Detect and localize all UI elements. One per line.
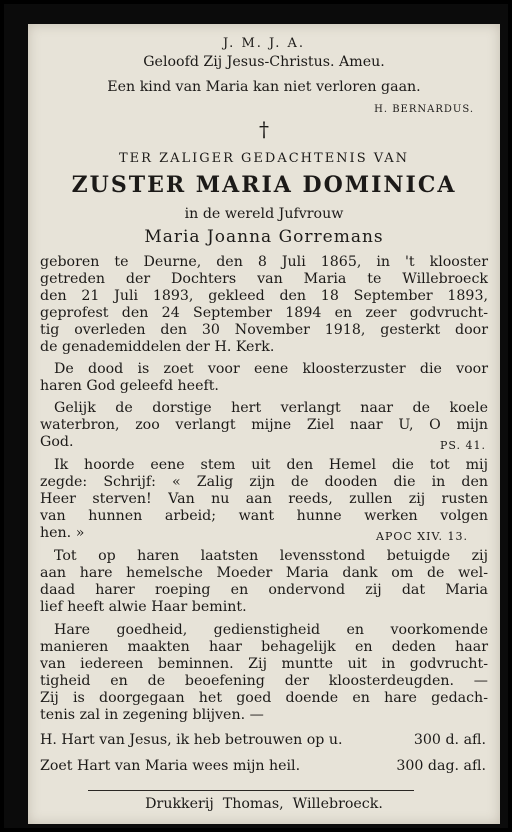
paragraph-line: aan hare hemelsche Moeder Maria dank om de wel-	[40, 565, 488, 581]
prayer-line	[40, 758, 486, 775]
deceased-name: ZUSTER MARIA DOMINICA	[71, 172, 457, 198]
header-line-1: Geloofd Zij Jesus-Christus. Ameu.	[143, 54, 385, 70]
paragraph-line: haren God geleefd heeft.	[40, 378, 219, 394]
prayer-text: Zoet Hart van Maria wees mijn heil.	[40, 758, 301, 774]
paragraph-text: God.	[40, 434, 74, 450]
paragraph-line: Heer sterven! Van nu aan reeds, zullen zij rusten	[40, 491, 488, 507]
paragraph-line: van iedereen beminnen. Zij muntte uit in godvrucht-	[40, 656, 488, 672]
paragraph-line: tenis zal in zegening blijven. —	[40, 707, 264, 723]
bio-line: de genademiddelen der H. Kerk.	[40, 339, 275, 355]
prayer-indulgence: 300 d. afl.	[413, 732, 486, 748]
divider	[88, 790, 414, 791]
birth-name: Maria Joanna Gorremans	[144, 227, 384, 247]
prayer-line	[40, 732, 486, 749]
memorial-card	[4, 4, 508, 828]
paragraph-last-line	[40, 434, 486, 454]
bio-line: den 21 Juli 1893, gekleed den 18 September 1893,	[40, 288, 488, 304]
header-attribution: H. BERNARDUS.	[374, 104, 474, 115]
prayer-text: H. Hart van Jesus, ik heb betrouwen op u.	[40, 732, 343, 748]
header-line-2: Een kind van Maria kan niet verloren gaan.	[107, 79, 421, 95]
paragraph-line: Hare goedheid, gedienstigheid en voorkomende	[54, 622, 488, 638]
paragraph-line: zegde: Schrijf: « Zalig zijn de dooden die in den	[40, 474, 488, 490]
world-line: in de wereld Jufvrouw	[184, 206, 344, 222]
paragraph-line: van hunnen arbeid; want hunne werken volgen	[40, 508, 488, 524]
bio-line: geprofest den 24 September 1894 en zeer godvrucht-	[40, 305, 488, 321]
paragraph-line: Zij is doorgegaan het goed doende en hare gedach-	[40, 690, 488, 706]
bio-line: getreden der Dochters van Maria te Willebroeck	[40, 271, 488, 287]
cross-icon: †	[259, 117, 269, 141]
paragraph-line: De dood is zoet voor eene kloosterzuster die voor	[54, 361, 488, 377]
paragraph-line: lief heeft alwie Haar bemint.	[40, 599, 247, 615]
scripture-reference: PS. 41.	[439, 439, 486, 452]
paragraph-line: Ik hoorde eene stem uit den Hemel die tot mij	[54, 457, 488, 473]
prayer-indulgence: 300 dag. afl.	[396, 758, 486, 774]
printer-credit: Drukkerij Thomas, Willebroeck.	[145, 796, 383, 812]
card-paper	[28, 24, 500, 824]
bio-line: geboren te Deurne, den 8 Juli 1865, in 't klooster	[40, 254, 488, 270]
paragraph-line: daad harer roeping en ondervond zij dat Maria	[40, 582, 488, 598]
bio-line: tig overleden den 30 November 1918, gesterkt door	[40, 322, 488, 338]
paragraph-line: Gelijk de dorstige hert verlangt naar de koele	[54, 400, 488, 416]
paragraph-text: hen. »	[40, 525, 85, 541]
initials: J. M. J. A.	[222, 36, 306, 51]
scripture-reference: APOC XIV. 13.	[376, 530, 468, 543]
paragraph-line: manieren maakten haar behagelijk en deden haar	[40, 639, 488, 655]
paragraph-last-line	[40, 525, 486, 545]
dedication: TER ZALIGER GEDACHTENIS VAN	[118, 151, 409, 166]
paragraph-line: waterbron, zoo verlangt mijne Ziel naar U, O mijn	[40, 417, 488, 433]
paragraph-line: tigheid en de beoefening der kloosterdeugden. —	[40, 673, 488, 689]
paragraph-line: Tot op haren laatsten levensstond betuigde zij	[54, 548, 488, 564]
